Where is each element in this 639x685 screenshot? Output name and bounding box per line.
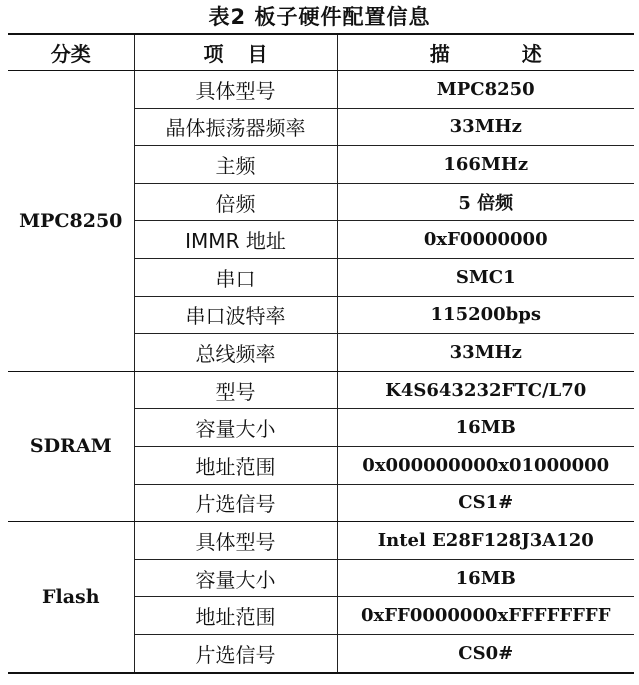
item-cell: 倍频 bbox=[134, 183, 337, 221]
desc-cell: CS1# bbox=[337, 484, 634, 522]
group-cell-mpc8250: MPC8250 bbox=[8, 71, 134, 372]
desc-cell: CS0# bbox=[458, 642, 514, 664]
item-cell: 容量大小 bbox=[134, 559, 337, 597]
table-body bbox=[8, 71, 634, 673]
item-cell: 地址范围 bbox=[134, 597, 337, 635]
desc-cell: 0xFF0000000xFFFFFFFF bbox=[337, 597, 634, 635]
item-cell: 总线频率 bbox=[134, 334, 337, 372]
item-cell: 晶体振荡器频率 bbox=[134, 108, 337, 146]
desc-cell: K4S643232FTC/L70 bbox=[337, 371, 634, 409]
header-item-text: 项目 bbox=[203, 42, 292, 66]
header-desc bbox=[337, 34, 634, 71]
desc-cell: 5 倍频 bbox=[337, 183, 634, 221]
desc-cell: 33MHz bbox=[337, 108, 634, 146]
table-caption: 表2 板子硬件配置信息 bbox=[208, 5, 431, 29]
desc-cell: Intel E28F128J3A120 bbox=[337, 522, 634, 560]
item-cell: 容量大小 bbox=[134, 409, 337, 447]
item-cell: 串口波特率 bbox=[134, 296, 337, 334]
group-cell-flash: Flash bbox=[8, 522, 134, 673]
table-row bbox=[8, 522, 634, 560]
item-cell: IMMR 地址 bbox=[134, 221, 337, 259]
desc-cell: SMC1 bbox=[337, 258, 634, 296]
table-header bbox=[8, 34, 634, 71]
desc-cell: MPC8250 bbox=[337, 71, 634, 109]
table-row bbox=[8, 71, 634, 109]
header-desc-text: 描述 bbox=[429, 42, 614, 66]
item-cell: 具体型号 bbox=[134, 522, 337, 560]
item-cell: 串口 bbox=[134, 258, 337, 296]
item-cell: 具体型号 bbox=[134, 71, 337, 109]
header-category: 分类 bbox=[8, 34, 134, 71]
table-row bbox=[8, 371, 634, 409]
item-cell: 片选信号 bbox=[134, 484, 337, 522]
header-row bbox=[8, 34, 634, 71]
item-cell: 片选信号 bbox=[134, 634, 337, 672]
desc-cell: 33MHz bbox=[337, 334, 634, 372]
item-cell: 主频 bbox=[134, 146, 337, 184]
item-cell: 地址范围 bbox=[134, 446, 337, 484]
desc-cell: 0x000000000x01000000 bbox=[337, 446, 634, 484]
desc-cell: 16MB bbox=[337, 409, 634, 447]
hardware-config-table bbox=[8, 33, 634, 674]
header-item bbox=[134, 34, 337, 71]
group-cell-sdram: SDRAM bbox=[8, 371, 134, 521]
desc-cell: 0xF0000000 bbox=[337, 221, 634, 259]
item-cell: 型号 bbox=[134, 371, 337, 409]
desc-cell: 115200bps bbox=[337, 296, 634, 334]
desc-cell: 166MHz bbox=[337, 146, 634, 184]
desc-cell: 16MB bbox=[337, 559, 634, 597]
